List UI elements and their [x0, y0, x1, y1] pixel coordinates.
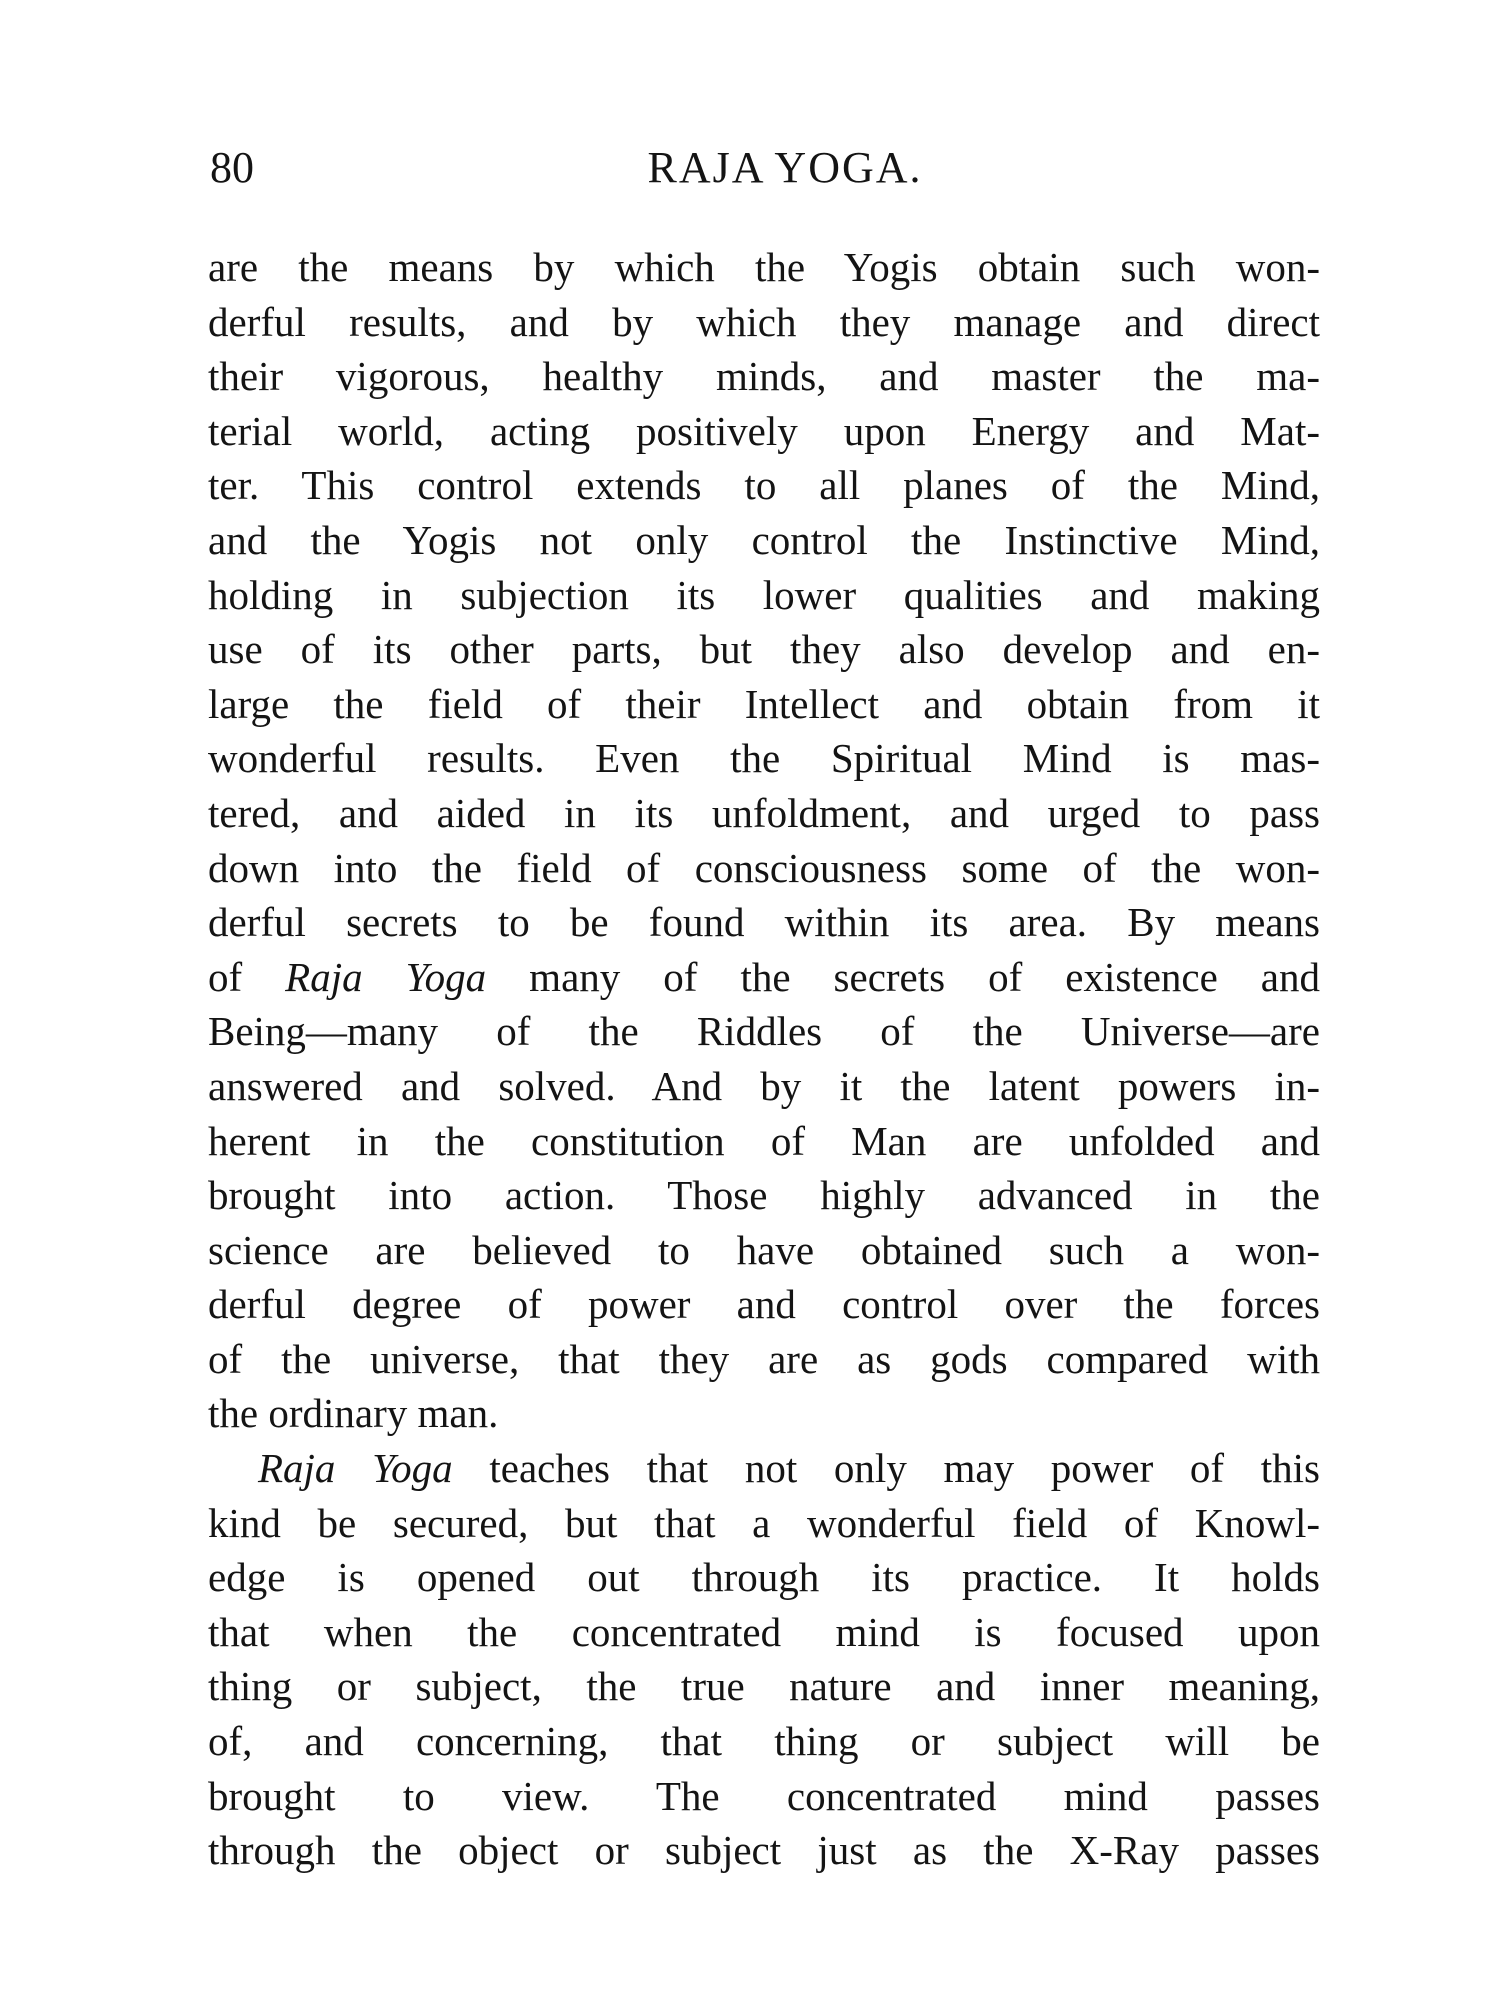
text-line: their vigorous, healthy minds, and master the ma-: [208, 353, 1320, 400]
text-line: and the Yogis not only control the Instinctive Mind,: [208, 516, 1320, 563]
text-line: Being—many of the Riddles of the Universe—are: [208, 1008, 1320, 1055]
body-text: [208, 240, 1320, 1878]
paragraph: [208, 240, 1320, 1441]
text-line: thing or subject, the true nature and inner meaning,: [208, 1663, 1320, 1710]
text-line: kind be secured, but that a wonderful field of Knowl-: [208, 1499, 1320, 1546]
italic-title: Raja Yoga: [258, 1445, 453, 1492]
text-line: [208, 950, 1320, 1005]
text-line: terial world, acting positively upon Energy and Mat-: [208, 407, 1320, 454]
page-number: 80: [210, 143, 254, 192]
page-header: [210, 138, 1320, 198]
text-line: answered and solved. And by it the latent powers in-: [208, 1062, 1320, 1109]
text-line: tered, and aided in its unfoldment, and urged to pass: [208, 789, 1320, 836]
running-title: RAJA YOGA.: [647, 143, 923, 192]
text-line: the ordinary man.: [208, 1390, 499, 1437]
italic-title: Raja Yoga: [285, 953, 487, 1000]
text-line: brought into action. Those highly advanced in the: [208, 1172, 1320, 1219]
text-line: science are believed to have obtained such a won-: [208, 1226, 1320, 1273]
text-line: edge is opened out through its practice. It holds: [208, 1554, 1320, 1601]
text-segment: teaches that not only may power of this: [452, 1445, 1320, 1492]
text-line: [208, 1441, 1320, 1496]
text-line: brought to view. The concentrated mind passes: [208, 1772, 1320, 1819]
text-line: derful secrets to be found within its area. By means: [208, 899, 1320, 946]
text-segment: of: [208, 953, 286, 1000]
text-line: herent in the constitution of Man are unfolded and: [208, 1117, 1320, 1164]
text-line: ter. This control extends to all planes of the Mind,: [208, 462, 1320, 509]
paragraph: [208, 1441, 1320, 1878]
text-line: that when the concentrated mind is focused upon: [208, 1608, 1320, 1655]
text-line: holding in subjection its lower qualities and making: [208, 571, 1320, 618]
text-line: derful degree of power and control over the forces: [208, 1281, 1320, 1328]
text-line: of, and concerning, that thing or subject will be: [208, 1718, 1320, 1765]
text-line: use of its other parts, but they also develop and en-: [208, 626, 1320, 673]
text-line: of the universe, that they are as gods compared with: [208, 1335, 1320, 1382]
text-line: down into the field of consciousness some of the won-: [208, 844, 1320, 891]
text-line: large the field of their Intellect and obtain from it: [208, 680, 1320, 727]
text-segment: many of the secrets of existence and: [486, 953, 1321, 1000]
text-line: wonderful results. Even the Spiritual Mind is mas-: [208, 735, 1320, 782]
text-line: through the object or subject just as the X-Ray passes: [208, 1827, 1320, 1874]
text-line: derful results, and by which they manage and direct: [208, 298, 1320, 345]
text-line: are the means by which the Yogis obtain such won-: [208, 244, 1320, 290]
